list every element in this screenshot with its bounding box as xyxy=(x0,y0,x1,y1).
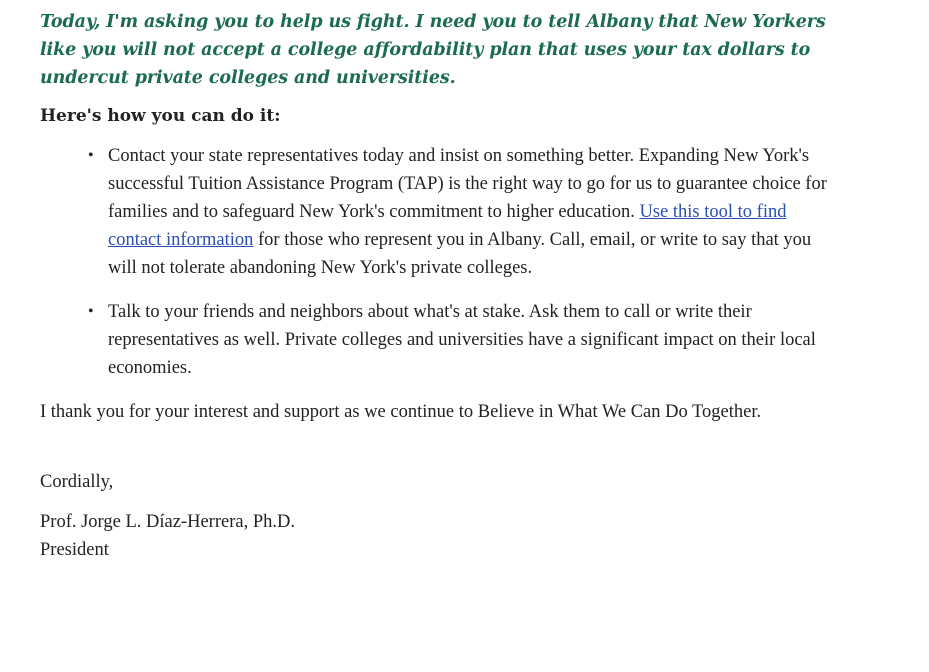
action-text-after-link: for those who represent you in Albany. Call, email, or write to say that you will not tolerate abandoning New York's private colleges. xyxy=(108,230,812,278)
letter-body xyxy=(40,8,840,564)
signer-name: Prof. Jorge L. Díaz-Herrera, Ph.D. xyxy=(40,512,295,532)
closing-salutation: Cordially, xyxy=(40,472,114,492)
howto-heading: Here's how you can do it: xyxy=(40,106,281,126)
action-text: Talk to your friends and neighbors about what's at stake. Ask them to call or write their representatives as well. Private colleges and universities have a significant impact on their local economies. xyxy=(108,302,816,378)
action-list xyxy=(40,142,840,382)
appeal-paragraph: Today, I'm asking you to help us fight. I need you to tell Albany that New Yorkers like you will not accept a college affordability plan that uses your tax dollars to undercut private colleges and universities. xyxy=(40,12,826,88)
list-item xyxy=(88,298,840,382)
bullet-icon: • xyxy=(88,303,94,320)
bullet-icon: • xyxy=(88,147,94,164)
action-text-before-link: Contact your state representatives today and insist on something better. Expanding New York's successful Tuition Assistance Program (TAP) is the right way to go for us to guarantee choice for families and to safeguard New York's commitment to higher education. xyxy=(108,146,827,222)
list-item xyxy=(88,142,840,282)
thanks-paragraph: I thank you for your interest and support as we continue to Believe in What We Can Do Together. xyxy=(40,402,762,422)
signer-title: President xyxy=(40,540,109,560)
signature-block xyxy=(40,508,840,564)
contact-tool-link[interactable]: Use this tool to find contact information xyxy=(108,202,787,250)
